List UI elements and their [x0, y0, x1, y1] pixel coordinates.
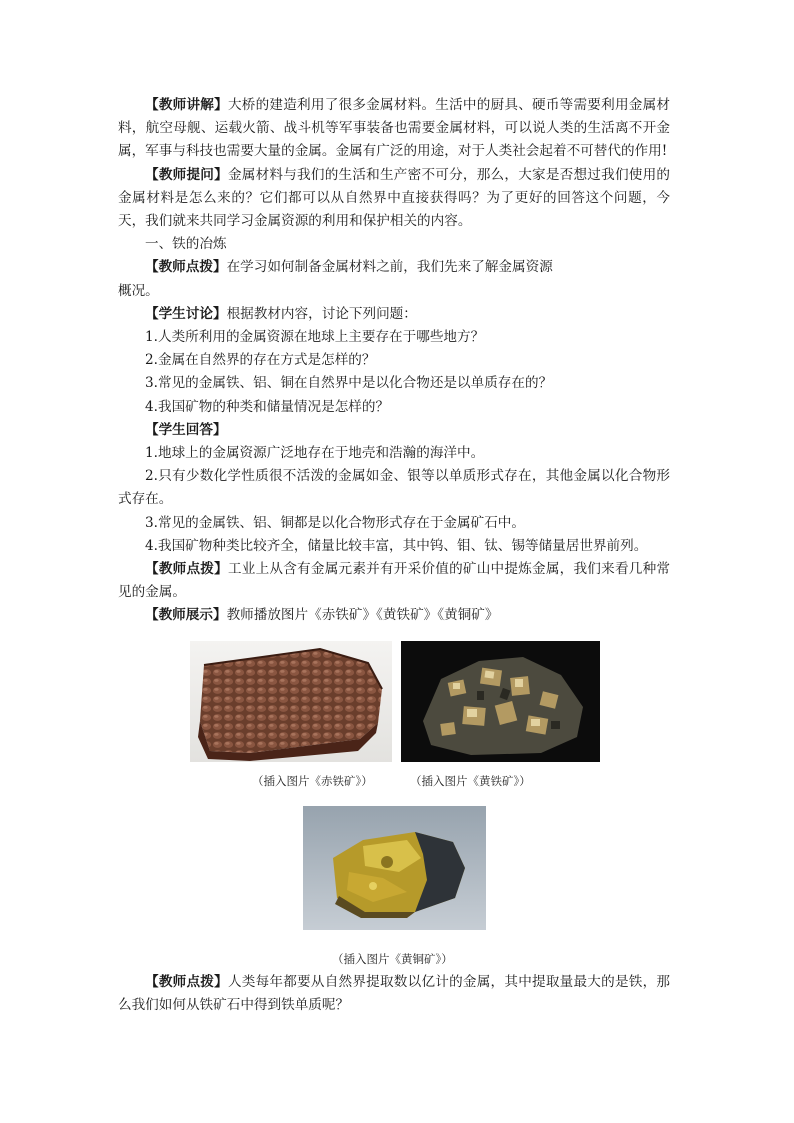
paragraph-student-answer	[118, 419, 670, 442]
tag-label: 【教师展示】	[145, 607, 227, 624]
paragraph-text: 在学习如何制备金属材料之前，我们先来了解金属资源	[226, 259, 553, 276]
hematite-caption: （插入图片《赤铁矿》）	[252, 774, 373, 788]
paragraph-text: 工业上从含有金属元素并有开采价值的矿山中提炼金属，我们来看几种常见的金属。	[118, 561, 671, 601]
tag-label: 【教师点拨】	[145, 974, 228, 990]
section-heading: 一、铁的冶炼	[145, 236, 227, 253]
paragraph-text: 教师播放图片《赤铁矿》《黄铁矿》《黄铜矿》	[226, 607, 499, 624]
lesson-body-end	[118, 971, 670, 1017]
paragraph-teacher-show	[118, 604, 670, 627]
paragraph-text: 大桥的建造利用了很多金属材料。生活中的厨具、硬币等需要利用金属材料，航空母舰、运载火箭、战斗机等军事装备也需要金属材料，可以说人类的生活离不开金属，军事与科技也需要大量的金属。金属有广泛的用途，对于人类社会起着不可替代的作用!	[118, 97, 671, 160]
tag-label: 【学生回答】	[145, 421, 227, 438]
tag-label: 【教师讲解】	[145, 97, 228, 113]
paragraph-text: 金属材料与我们的生活和生产密不可分，那么，大家是否想过我们使用的金属材料是怎么来的？它们都可以从自然界中直接获得吗？为了更好的回答这个问题，今天，我们就来共同学习金属资源的利用和保护相关的内容。	[118, 166, 671, 230]
paragraph-teacher-guide-2	[118, 558, 670, 604]
lesson-body	[118, 94, 670, 628]
hematite-image	[190, 641, 392, 762]
question-item: 4.我国矿物的种类和储量情况是怎样的？	[145, 398, 390, 415]
question-item: 3.常见的金属铁、铝、铜在自然界中是以化合物还是以单质存在的？	[145, 375, 553, 392]
answer-item: 1.地球上的金属资源广泛地存在于地壳和浩瀚的海洋中。	[145, 445, 485, 462]
pyrite-image	[401, 641, 600, 762]
paragraph-text: 根据教材内容，讨论下列问题：	[226, 305, 417, 322]
tag-label: 【教师点拨】	[145, 259, 227, 276]
tag-label: 【学生讨论】	[145, 305, 227, 322]
pyrite-caption: （插入图片《黄铁矿》）	[410, 774, 531, 788]
question-item: 1.人类所利用的金属资源在地球上主要存在于哪些地方？	[145, 329, 485, 346]
tag-label: 【教师点拨】	[145, 561, 228, 578]
answer-item: 2.只有少数化学性质很不活泼的金属如金、银等以单质形式存在，其他金属以化合物形式存在。	[118, 468, 670, 508]
paragraph-student-discussion	[118, 303, 670, 326]
question-item: 2.金属在自然界的存在方式是怎样的？	[145, 352, 376, 369]
paragraph-teacher-guide-1	[118, 256, 670, 279]
paragraph-text: 人类每年都要从自然界提取数以亿计的金属，其中提取量最大的是铁，那么我们如何从铁矿石中得到铁单质呢？	[118, 974, 671, 1014]
tag-label: 【教师提问】	[145, 166, 228, 183]
chalcopyrite-image	[303, 806, 486, 930]
answer-item: 3.常见的金属铁、铝、铜都是以化合物形式存在于金属矿石中。	[145, 514, 525, 531]
paragraph-continuation: 概况。	[118, 282, 159, 299]
paragraph-teacher-explain	[118, 94, 670, 164]
answer-item: 4.我国矿物种类比较齐全，储量比较丰富，其中钨、钼、钛、锡等储量居世界前列。	[145, 537, 648, 554]
paragraph-teacher-guide-3	[118, 971, 670, 1017]
chalcopyrite-caption: （插入图片《黄铜矿》）	[332, 952, 453, 966]
paragraph-teacher-question	[118, 164, 670, 234]
